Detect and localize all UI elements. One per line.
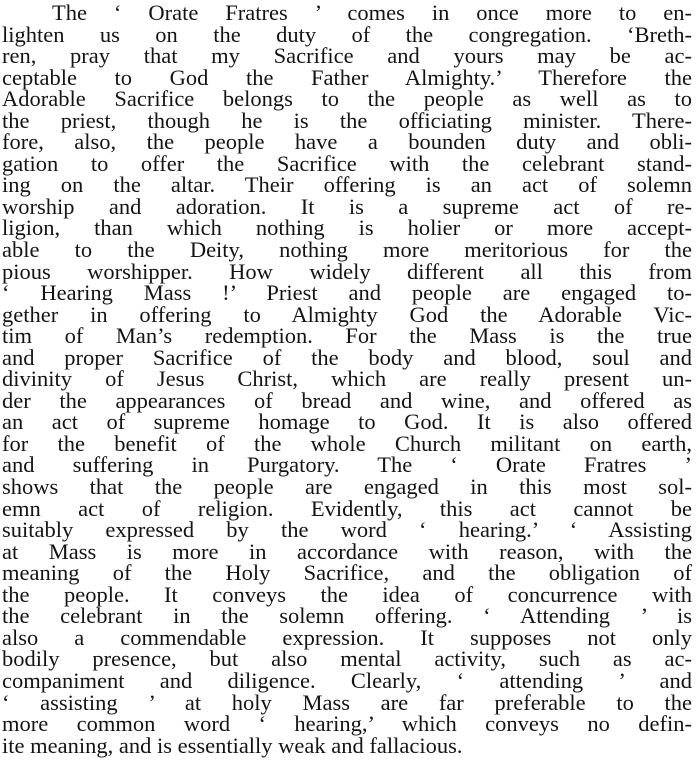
text-line: an act of supreme homage to God. It is also offered (2, 409, 692, 435)
text-line: ligion, than which nothing is holier or more accept- (2, 215, 692, 241)
text-line: suitably expressed by the word ‘ hearing.’ ‘ Assisting (2, 517, 692, 543)
text-line: der the appearances of bread and wine, and offered as (2, 387, 692, 413)
text-line: shows that the people are engaged in this most sol- (2, 474, 692, 500)
text-line: at Mass is more in accordance with reason, with the (2, 538, 692, 564)
text-line: meaning of the Holy Sacrifice, and the obligation of (2, 560, 692, 586)
text-line: ‘ assisting ’ at holy Mass are far preferable to the (2, 689, 692, 715)
text-line: lighten us on the duty of the congregation. ‘Breth- (2, 21, 692, 47)
text-line: also a commendable expression. It supposes not only (2, 624, 692, 650)
text-line: tim of Man’s redemption. For the Mass is the true (2, 323, 692, 349)
text-line: companiment and diligence. Clearly, ‘ attending ’ and (2, 667, 692, 693)
text-line: for the benefit of the whole Church militant on earth, (2, 430, 692, 456)
text-line: bodily presence, but also mental activity, such as ac- (2, 646, 692, 672)
text-line: ite meaning, and is essentially weak and fallacious. (2, 732, 463, 758)
text-line: divinity of Jesus Christ, which are really present un- (2, 366, 692, 392)
text-line: the celebrant in the solemn offering. ‘ Attending ’ is (2, 603, 692, 629)
text-line: gation to offer the Sacrifice with the celebrant stand- (2, 150, 692, 176)
article-text-column (2, 2, 692, 756)
text-line: the priest, though he is the officiating minister. There- (2, 107, 692, 133)
text-line: and suffering in Purgatory. The ‘ Orate Fratres ’ (2, 452, 692, 478)
text-line: more common word ‘ hearing,’ which conveys no defin- (2, 711, 692, 737)
text-line: Adorable Sacrifice belongs to the people as well as to (2, 86, 692, 112)
text-line: ing on the altar. Their offering is an act of solemn (2, 172, 692, 198)
text-line: fore, also, the people have a bounden duty and obli- (2, 129, 692, 155)
text-line: emn act of religion. Evidently, this act cannot be (2, 495, 692, 521)
text-line: ‘ Hearing Mass !’ Priest and people are engaged to- (2, 280, 692, 306)
text-line: gether in offering to Almighty God the Adorable Vic- (2, 301, 692, 327)
text-line: able to the Deity, nothing more meritorious for the (2, 237, 692, 263)
text-line: ceptable to God the Father Almighty.’ Therefore the (2, 64, 692, 90)
text-line: and proper Sacrifice of the body and blood, soul and (2, 344, 692, 370)
text-line: worship and adoration. It is a supreme act of re- (2, 193, 692, 219)
text-line: ren, pray that my Sacrifice and yours may be ac- (2, 43, 692, 69)
text-line: the people. It conveys the idea of concurrence with (2, 581, 692, 607)
text-line: pious worshipper. How widely different all this from (2, 258, 692, 284)
text-line: The ‘ Orate Fratres ’ comes in once more to en- (52, 0, 692, 25)
